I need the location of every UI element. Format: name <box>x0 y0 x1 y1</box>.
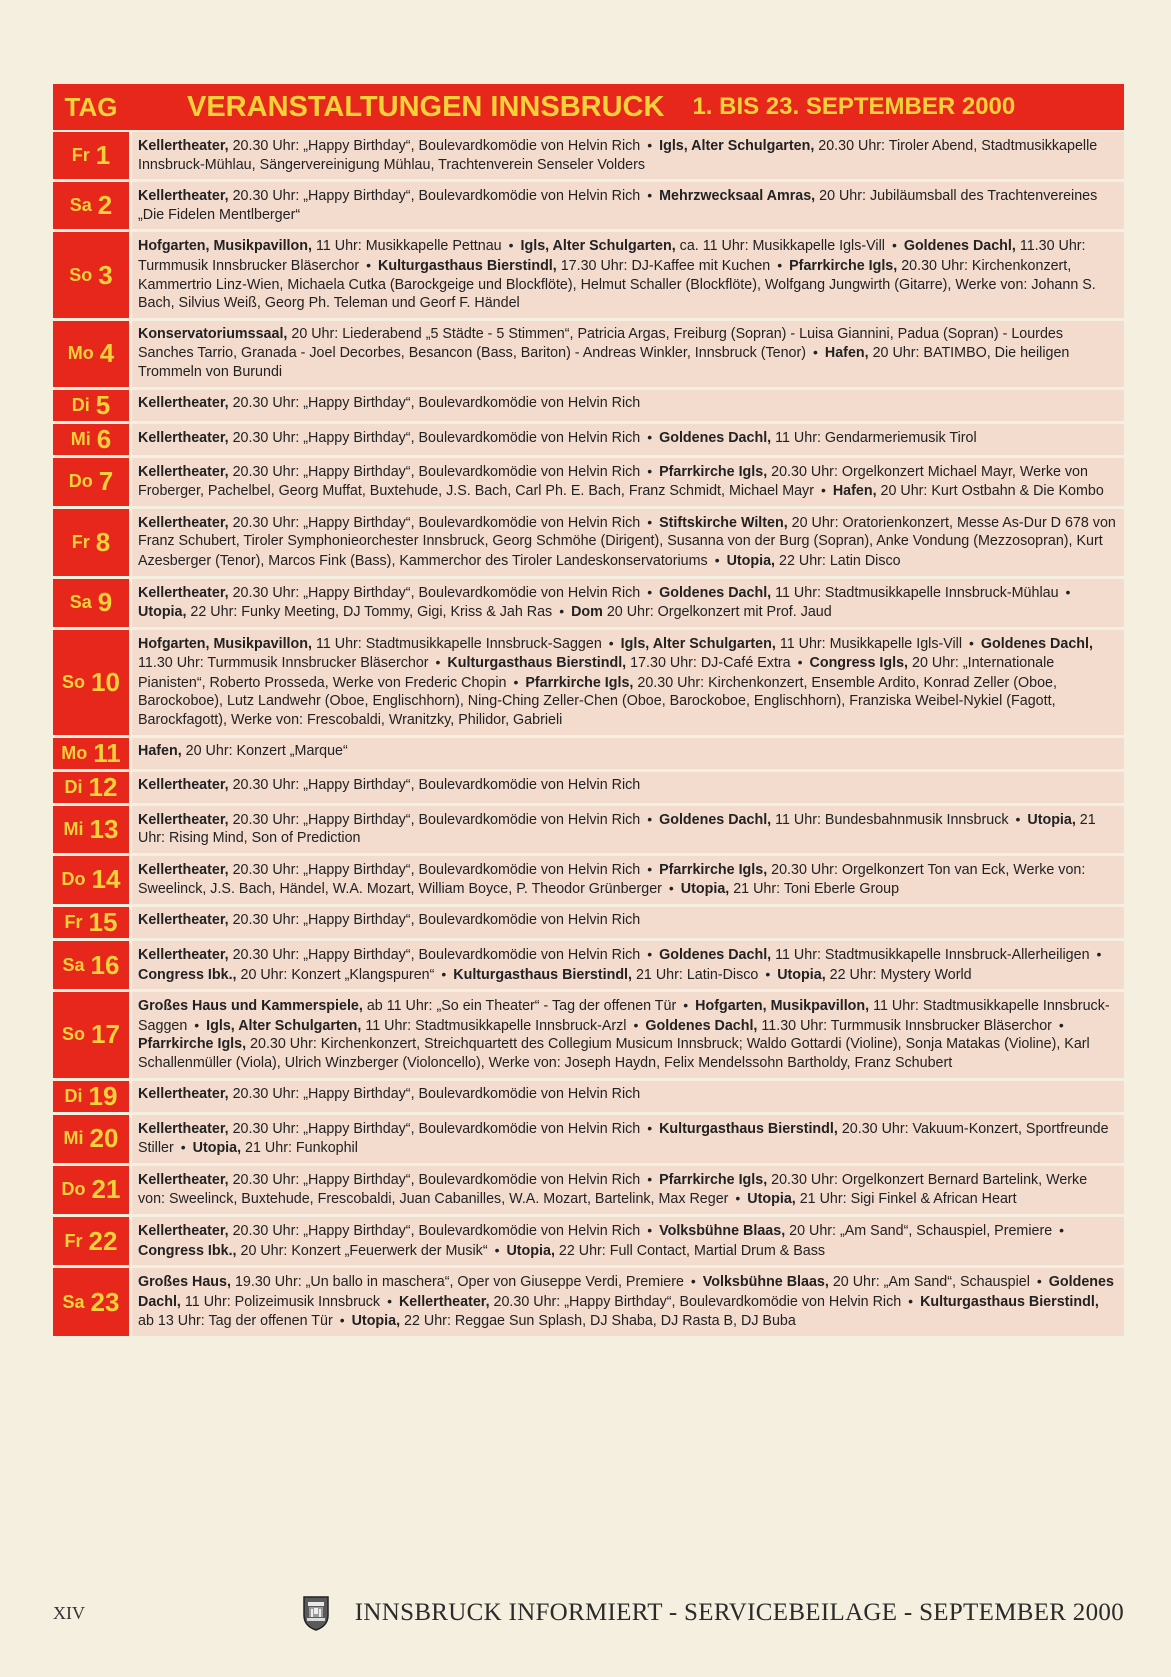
table-row <box>53 1115 1124 1163</box>
event-details: 20.30 Uhr: „Happy Birthday“, Boulevardkomödie von Helvin Rich <box>228 188 641 205</box>
weekday-label: So <box>69 264 93 285</box>
event-details: 11 Uhr: Stadtmusikkapelle Innsbruck-Mühlau <box>771 584 1059 601</box>
bullet-separator-icon: • <box>777 256 783 273</box>
bullet-separator-icon: • <box>647 1221 653 1238</box>
event-details: 21 Uhr: Rising Mind, Son of Prediction <box>138 811 1096 847</box>
bullet-separator-icon: • <box>714 551 720 568</box>
day-cell <box>53 458 129 506</box>
table-row <box>53 630 1124 735</box>
bullet-separator-icon: • <box>366 256 372 273</box>
bullet-separator-icon: • <box>820 482 826 499</box>
weekday-label: Fr <box>71 145 90 166</box>
table-row <box>53 941 1124 989</box>
event-venue: Hofgarten, Musikpavillon, <box>138 238 312 255</box>
event-details: ab 11 Uhr: „So ein Theater“ - Tag der offenen Tür <box>362 998 677 1015</box>
event-venue: Pfarrkirche Igls, <box>789 257 898 274</box>
weekday-label: Sa <box>69 195 92 216</box>
event-list <box>132 907 1124 938</box>
event-details: 20.30 Uhr: „Happy Birthday“, Boulevardkomödie von Helvin Rich <box>228 947 641 964</box>
event-venue: Goldenes Dachl, <box>645 1017 758 1034</box>
event-list <box>132 1268 1124 1336</box>
day-cell <box>53 992 129 1077</box>
table-row <box>53 458 1124 506</box>
event-details: 20.30 Uhr: „Happy Birthday“, Boulevardkomödie von Helvin Rich <box>228 1120 641 1137</box>
bullet-separator-icon: • <box>180 1139 186 1156</box>
event-list <box>132 630 1124 735</box>
day-cell <box>53 1166 129 1214</box>
day-cell <box>53 509 129 576</box>
event-venue: Pfarrkirche Igls, <box>659 861 768 878</box>
table-row <box>53 1081 1124 1112</box>
weekday-label: Mo <box>61 742 88 763</box>
footer <box>53 1593 1124 1637</box>
bullet-separator-icon: • <box>494 1241 500 1258</box>
table-row <box>53 806 1124 853</box>
weekday-label: Sa <box>62 1291 85 1312</box>
event-venue: Kellertheater, <box>138 1120 229 1137</box>
day-cell <box>53 772 129 803</box>
day-number: 6 <box>96 423 112 454</box>
day-number: 11 <box>93 737 121 768</box>
table-row <box>53 424 1124 455</box>
event-list <box>132 424 1124 455</box>
event-details: 20.30 Uhr: „Happy Birthday“, Boulevardkomödie von Helvin Rich <box>228 463 641 480</box>
event-venue: Utopia, <box>777 966 826 983</box>
day-cell <box>53 907 129 938</box>
event-details: 21 Uhr: Funkophil <box>241 1140 358 1157</box>
event-details: 17.30 Uhr: DJ-Kaffee mit Kuchen <box>556 257 771 274</box>
event-list <box>132 579 1124 627</box>
weekday-label: Fr <box>71 531 90 552</box>
event-list <box>132 232 1124 317</box>
event-details: 20 Uhr: BATIMBO, Die heiligen Trommeln von Burundi <box>138 345 1070 380</box>
day-number: 14 <box>91 864 121 895</box>
event-details: 20.30 Uhr: Kirchenkonzert, Ensemble Ardito, Konrad Zeller (Oboe, Barockoboe), Lutz Landwehr (Oboe, Englischhorn), Ning-Ching Zeller-Chen (Oboe, Barockoboe, Englischhorn), Franziska Weibel-Nykiel (Fagott, Barockfagott), Werke von: Frescobaldi, Wranitzky, Philidor, Gabrieli <box>138 674 1057 729</box>
event-details: 20 Uhr: Jubiläumsball des Trachtenvereines „Die Fidelen Mentlberger“ <box>138 188 1098 223</box>
day-number: 19 <box>88 1080 118 1111</box>
event-list <box>132 738 1124 769</box>
bullet-separator-icon: • <box>647 1170 653 1187</box>
weekday-label: Mi <box>70 428 91 449</box>
day-number: 1 <box>95 140 111 171</box>
event-details: 20 Uhr: Konzert „Klangspuren“ <box>236 966 435 983</box>
event-venue: Utopia, <box>680 881 730 898</box>
weekday-label: Sa <box>69 592 92 613</box>
event-list <box>132 458 1124 506</box>
event-venue: Kellertheater, <box>138 1222 229 1239</box>
event-venue: Goldenes Dachl, <box>659 429 772 446</box>
table-row <box>53 390 1124 421</box>
event-venue: Kellertheater, <box>138 584 229 601</box>
event-rows <box>53 132 1124 1336</box>
bullet-separator-icon: • <box>1036 1273 1042 1290</box>
bullet-separator-icon: • <box>683 997 689 1014</box>
event-venue: Congress Igls, <box>809 655 909 672</box>
event-venue: Goldenes Dachl, <box>659 584 772 601</box>
bullet-separator-icon: • <box>1096 946 1102 963</box>
event-venue: Kellertheater, <box>138 861 229 878</box>
day-number: 16 <box>90 949 120 980</box>
event-venue: Kellertheater, <box>138 947 229 964</box>
event-venue: Kellertheater, <box>138 463 229 480</box>
event-venue: Kellertheater, <box>138 1171 229 1188</box>
day-cell <box>53 806 129 853</box>
bullet-separator-icon: • <box>647 428 653 445</box>
day-cell <box>53 1115 129 1163</box>
weekday-label: Do <box>68 471 93 492</box>
header-tag-label: TAG <box>64 91 118 122</box>
event-list <box>132 1081 1124 1112</box>
event-details: 20.30 Uhr: „Happy Birthday“, Boulevardkomödie von Helvin Rich <box>228 584 641 601</box>
bullet-separator-icon: • <box>647 946 653 963</box>
event-list <box>132 992 1124 1077</box>
event-details: 20.30 Uhr: „Happy Birthday“, Boulevardkomödie von Helvin Rich <box>228 776 641 793</box>
event-venue: Großes Haus, <box>138 1274 231 1291</box>
bullet-separator-icon: • <box>969 634 974 651</box>
day-cell <box>53 390 129 421</box>
table-row <box>53 992 1124 1077</box>
day-cell <box>53 424 129 455</box>
table-row <box>53 738 1124 769</box>
event-venue: Kellertheater, <box>138 188 229 205</box>
event-details: 20 Uhr: „Am Sand“, Schauspiel, Premiere <box>785 1222 1053 1239</box>
event-venue: Hofgarten, Musikpavillon, <box>138 635 312 652</box>
event-details: 20.30 Uhr: Orgelkonzert Ton van Eck, Werke von: Sweelinck, J.S. Bach, Händel, W.A. Mozart, William Boyce, P. Theodor Grünberger <box>138 861 1086 898</box>
bullet-separator-icon: • <box>647 583 653 600</box>
innsbruck-crest-icon <box>302 1593 330 1636</box>
event-details: 22 Uhr: Mystery World <box>825 966 972 983</box>
event-details: 11 Uhr: Musikkapelle Igls-Vill <box>775 635 963 652</box>
event-venue: Stiftskirche Wilten, <box>659 514 788 531</box>
event-list <box>132 132 1124 179</box>
event-list <box>132 941 1124 989</box>
table-row <box>53 1268 1124 1336</box>
day-number: 4 <box>99 338 115 369</box>
table-row <box>53 132 1124 179</box>
day-number: 21 <box>91 1174 121 1205</box>
event-details: 20 Uhr: Konzert „Marque“ <box>181 742 348 759</box>
event-details: 20.30 Uhr: „Happy Birthday“, Boulevardkomödie von Helvin Rich <box>228 912 641 929</box>
event-venue: Mehrzwecksaal Amras, <box>659 188 816 205</box>
weekday-label: Mo <box>67 343 94 364</box>
day-cell <box>53 738 129 769</box>
bullet-separator-icon: • <box>647 462 653 479</box>
day-cell <box>53 321 129 387</box>
bullet-separator-icon: • <box>647 187 653 204</box>
event-details: 20.30 Uhr: „Happy Birthday“, Boulevardkomödie von Helvin Rich <box>489 1293 902 1310</box>
event-details: 20 Uhr: Oratorienkonzert, Messe As-Dur D 678 von Franz Schubert, Tiroler Symphonieorchester Innsbruck, Georg Schmöhe (Dirigent), Susanna von der Burg (Sopran), Anke Vondung (Mezzosopran), Kurt Azesberger (Tenor), Marcos Fink (Bass), Kammerchor des Tiroler Landeskonservatoriums <box>138 514 1116 569</box>
bullet-separator-icon: • <box>1015 810 1021 827</box>
weekday-label: Mi <box>63 818 84 839</box>
event-details: 11.30 Uhr: Turmmusik Innsbrucker Bläserchor <box>138 238 1086 274</box>
event-venue: Utopia, <box>138 604 187 621</box>
header-title: VERANSTALTUNGEN INNSBRUCK <box>187 90 665 123</box>
page-number: XIV <box>53 1603 85 1623</box>
event-details: 20 Uhr: „Internationale Pianisten“, Roberto Prosseda, Werke von Frederic Chopin <box>138 655 1055 691</box>
event-details: 20 Uhr: Konzert „Feuerwerk der Musik“ <box>236 1242 488 1259</box>
event-list <box>132 390 1124 421</box>
bullet-separator-icon: • <box>647 513 653 530</box>
bullet-separator-icon: • <box>647 1119 653 1136</box>
event-details: ca. 11 Uhr: Musikkapelle Igls-Vill <box>675 238 885 255</box>
day-cell <box>53 1268 129 1336</box>
bullet-separator-icon: • <box>1059 1221 1065 1238</box>
weekday-label: Di <box>64 776 83 797</box>
event-details: 20.30 Uhr: „Happy Birthday“, Boulevardkomödie von Helvin Rich <box>228 138 641 154</box>
table-row <box>53 772 1124 803</box>
day-number: 2 <box>97 190 113 221</box>
weekday-label: So <box>62 1024 86 1045</box>
event-list <box>132 1217 1124 1265</box>
day-number: 13 <box>89 813 119 844</box>
table-row <box>53 182 1124 229</box>
event-details: 11.30 Uhr: Turmmusik Innsbrucker Bläserchor <box>757 1017 1052 1034</box>
day-cell <box>53 182 129 229</box>
event-list <box>132 1115 1124 1163</box>
header-date-range: 1. BIS 23. SEPTEMBER 2000 <box>692 93 1016 120</box>
event-venue: Kellertheater, <box>398 1293 490 1310</box>
bullet-separator-icon: • <box>797 654 803 671</box>
bullet-separator-icon: • <box>908 1292 914 1309</box>
event-venue: Goldenes Dachl, <box>980 635 1093 652</box>
event-venue: Hafen, <box>138 742 182 759</box>
event-details: 20.30 Uhr: „Happy Birthday“, Boulevardkomödie von Helvin Rich <box>228 1171 641 1188</box>
table-row <box>53 856 1124 904</box>
weekday-label: Sa <box>62 954 85 975</box>
events-table <box>53 84 1124 1339</box>
footer-title: INNSBRUCK INFORMIERT - SERVICEBEILAGE - SEPTEMBER 2000 <box>354 1599 1124 1626</box>
event-details: 11 Uhr: Stadtmusikkapelle Innsbruck-Arzl <box>361 1017 627 1034</box>
event-details: 11 Uhr: Musikkapelle Pettnau <box>311 238 502 255</box>
bullet-separator-icon: • <box>513 673 519 690</box>
event-details: 11 Uhr: Stadtmusikkapelle Innsbruck-Allerheiligen <box>771 947 1090 964</box>
day-cell <box>53 941 129 989</box>
event-details: 20.30 Uhr: „Happy Birthday“, Boulevardkomödie von Helvin Rich <box>228 514 641 531</box>
day-number: 23 <box>90 1286 120 1317</box>
event-details: 22 Uhr: Reggae Sun Splash, DJ Shaba, DJ Rasta B, DJ Buba <box>400 1313 796 1330</box>
event-details: 20 Uhr: Kurt Ostbahn & Die Kombo <box>876 483 1104 500</box>
day-cell <box>53 579 129 627</box>
event-details: 21 Uhr: Sigi Finkel & African Heart <box>795 1191 1017 1208</box>
day-number: 10 <box>91 666 120 697</box>
event-details: 20.30 Uhr: Orgelkonzert Bernard Bartelink, Werke von: Sweelinck, Buxtehude, Frescobaldi, Juan Cabanilles, W.A. Mozart, Bartelink, Max Reger <box>138 1171 1088 1208</box>
event-venue: Kulturgasthaus Bierstindl, <box>447 655 627 672</box>
event-venue: Utopia, <box>506 1242 555 1259</box>
day-cell <box>53 1217 129 1265</box>
table-row <box>53 1217 1124 1265</box>
event-details: 11 Uhr: Stadtmusikkapelle Innsbruck-Saggen <box>138 998 1110 1034</box>
event-venue: Goldenes Dachl, <box>659 947 772 964</box>
bullet-separator-icon: • <box>813 344 818 361</box>
event-details: 22 Uhr: Funky Meeting, DJ Tommy, Gigi, Kriss & Jah Ras <box>186 604 553 621</box>
event-list <box>132 856 1124 904</box>
event-venue: Pfarrkirche Igls, <box>525 674 634 691</box>
event-details: 11 Uhr: Polizeimusik Innsbruck <box>180 1293 381 1310</box>
day-number: 7 <box>98 466 114 497</box>
event-venue: Kellertheater, <box>138 912 229 929</box>
event-list <box>132 321 1124 387</box>
day-cell <box>53 630 129 735</box>
event-list <box>132 182 1124 229</box>
event-venue: Congress Ibk., <box>138 966 237 983</box>
day-number: 9 <box>97 587 113 618</box>
event-venue: Utopia, <box>1027 811 1076 828</box>
bullet-separator-icon: • <box>441 965 447 982</box>
event-venue: Kellertheater, <box>138 811 229 828</box>
event-details: 20 Uhr: Liederabend „5 Städte - 5 Stimmen“, Patricia Argas, Freiburg (Sopran) - Luisa Giannini, Padua (Sopran) - Lourdes Sanches Tarrio, Granada - Joel Decorbes, Besancon (Bass, Bariton) - Andreas Winkler, Innsbruck (Tenor) <box>138 325 1063 362</box>
day-number: 5 <box>95 389 111 420</box>
event-details: 20.30 Uhr: Kirchenkonzert, Streichquartett des Collegium Musicum Innsbruck; Waldo Gottardi (Violine), Sonja Matakas (Violine), Karl Schallenmüller (Viola), Ulrich Winzberger (Violoncello), Werke von: Joseph Haydn, Felix Mendelssohn Bartholdy, Franz Schubert <box>138 1036 1090 1071</box>
event-details: 11.30 Uhr: Turmmusik Innsbrucker Bläserchor <box>138 655 429 672</box>
event-venue: Utopia, <box>192 1140 242 1157</box>
event-venue: Kulturgasthaus Bierstindl, <box>920 1293 1099 1310</box>
event-venue: Pfarrkirche Igls, <box>138 1036 247 1053</box>
event-details: 21 Uhr: Toni Eberle Group <box>729 881 900 898</box>
weekday-label: Mi <box>63 1128 84 1149</box>
event-details: 20.30 Uhr: Vakuum-Konzert, Sportfreunde Stiller <box>138 1120 1109 1157</box>
event-venue: Kellertheater, <box>138 1085 229 1102</box>
table-header <box>53 84 1124 130</box>
bullet-separator-icon: • <box>765 965 771 982</box>
event-venue: Goldenes Dachl, <box>903 238 1016 255</box>
table-row <box>53 232 1124 317</box>
event-venue: Igls, Alter Schulgarten, <box>659 138 815 154</box>
event-venue: Hafen, <box>832 483 877 500</box>
event-venue: Utopia, <box>351 1313 401 1330</box>
event-venue: Igls, Alter Schulgarten, <box>620 635 776 652</box>
event-venue: Utopia, <box>726 552 776 569</box>
event-details: 22 Uhr: Full Contact, Martial Drum & Bass <box>554 1242 826 1259</box>
event-details: 22 Uhr: Latin Disco <box>775 552 901 569</box>
event-details: 17.30 Uhr: DJ-Café Extra <box>626 655 791 672</box>
bullet-separator-icon: • <box>339 1312 345 1329</box>
event-details: 20.30 Uhr: „Happy Birthday“, Boulevardkomödie von Helvin Rich <box>228 861 641 878</box>
day-number: 22 <box>88 1225 118 1256</box>
table-row <box>53 321 1124 387</box>
bullet-separator-icon: • <box>508 237 514 254</box>
event-details: 11 Uhr: Stadtmusikkapelle Innsbruck-Saggen <box>311 635 602 652</box>
event-list <box>132 1166 1124 1214</box>
event-details: 11 Uhr: Bundesbahnmusik Innsbruck <box>771 811 1009 828</box>
day-number: 12 <box>88 771 118 802</box>
event-details: 20.30 Uhr: „Happy Birthday“, Boulevardkomödie von Helvin Rich <box>228 1222 641 1239</box>
day-number: 20 <box>89 1123 119 1154</box>
table-row <box>53 1166 1124 1214</box>
bullet-separator-icon: • <box>668 880 674 897</box>
event-venue: Pfarrkirche Igls, <box>659 1171 768 1188</box>
event-venue: Kellertheater, <box>138 394 229 411</box>
event-venue: Großes Haus und Kammerspiele, <box>138 998 363 1015</box>
bullet-separator-icon: • <box>735 1190 741 1207</box>
event-venue: Dom <box>571 604 603 621</box>
event-details: 20 Uhr: „Am Sand“, Schauspiel <box>828 1274 1030 1291</box>
bullet-separator-icon: • <box>608 634 614 651</box>
event-details: 20.30 Uhr: Tiroler Abend, Stadtmusikkapelle Innsbruck-Mühlau, Sängervereinigung Mühlau, Trachtenverein Senseler Volders <box>138 138 1098 173</box>
day-cell <box>53 232 129 317</box>
day-cell <box>53 856 129 904</box>
event-details: 20.30 Uhr: Orgelkonzert Michael Mayr, Werke von Froberger, Pachelbel, Georg Muffat, Buxtehude, J.S. Bach, Carl Ph. E. Bach, Franz Schmidt, Michael Mayr <box>138 463 1088 500</box>
event-venue: Kulturgasthaus Bierstindl, <box>378 257 557 274</box>
event-details: ab 13 Uhr: Tag der offenen Tür <box>138 1313 333 1330</box>
event-details: 20.30 Uhr: Kirchenkonzert, Kammertrio Linz-Wien, Michaela Cutka (Barockgeige und Blockflöte), Helmut Schaller (Blockflöte), Wolfgang Jungwirth (Gitarre), Werke von: Johann S. Bach, Silvius Weiß, Georg Ph. Teleman und Georf F. Händel <box>138 257 1096 312</box>
event-venue: Igls, Alter Schulgarten, <box>206 1017 362 1034</box>
bullet-separator-icon: • <box>387 1292 392 1309</box>
event-details: 20.30 Uhr: „Happy Birthday“, Boulevardkomödie von Helvin Rich <box>228 1085 641 1102</box>
event-details: 20.30 Uhr: „Happy Birthday“, Boulevardkomödie von Helvin Rich <box>228 429 641 446</box>
event-list <box>132 509 1124 576</box>
event-venue: Kellertheater, <box>138 514 229 531</box>
event-venue: Volksbühne Blaas, <box>702 1274 829 1291</box>
event-venue: Goldenes Dachl, <box>659 811 772 828</box>
event-details: 11 Uhr: Gendarmeriemusik Tirol <box>771 429 977 446</box>
event-venue: Utopia, <box>747 1191 796 1208</box>
bullet-separator-icon: • <box>690 1273 696 1290</box>
weekday-label: Do <box>61 1179 86 1200</box>
weekday-label: Fr <box>64 912 83 933</box>
table-row <box>53 509 1124 576</box>
bullet-separator-icon: • <box>647 137 653 153</box>
day-cell <box>53 1081 129 1112</box>
event-venue: Pfarrkirche Igls, <box>659 463 768 480</box>
event-venue: Kulturgasthaus Bierstindl, <box>453 966 632 983</box>
day-number: 17 <box>91 1019 120 1050</box>
event-venue: Hofgarten, Musikpavillon, <box>695 998 870 1015</box>
bullet-separator-icon: • <box>1065 583 1071 600</box>
event-venue: Kellertheater, <box>138 776 229 793</box>
event-details: 20.30 Uhr: „Happy Birthday“, Boulevardkomödie von Helvin Rich <box>228 394 641 411</box>
weekday-label: Di <box>64 1085 83 1106</box>
day-number: 8 <box>95 526 111 557</box>
weekday-label: So <box>62 671 86 692</box>
event-details: 20.30 Uhr: „Happy Birthday“, Boulevardkomödie von Helvin Rich <box>228 811 641 828</box>
weekday-label: Do <box>61 869 86 890</box>
event-list <box>132 772 1124 803</box>
weekday-label: Di <box>71 394 90 415</box>
event-details: 20 Uhr: Orgelkonzert mit Prof. Jaud <box>602 604 832 621</box>
table-row <box>53 907 1124 938</box>
bullet-separator-icon: • <box>633 1016 639 1033</box>
event-venue: Hafen, <box>824 345 869 362</box>
event-venue: Kulturgasthaus Bierstindl, <box>659 1120 838 1137</box>
event-venue: Konservatoriumssaal, <box>138 325 288 342</box>
event-venue: Congress Ibk., <box>138 1242 237 1259</box>
event-venue: Kellertheater, <box>138 429 229 446</box>
table-row <box>53 579 1124 627</box>
event-venue: Igls, Alter Schulgarten, <box>520 238 676 255</box>
event-venue: Volksbühne Blaas, <box>659 1222 786 1239</box>
event-venue: Kellertheater, <box>138 138 229 154</box>
bullet-separator-icon: • <box>194 1016 200 1033</box>
day-number: 15 <box>88 907 118 938</box>
event-details: 21 Uhr: Latin-Disco <box>632 966 759 983</box>
weekday-label: Fr <box>64 1230 83 1251</box>
bullet-separator-icon: • <box>435 654 441 671</box>
event-details: 19.30 Uhr: „Un ballo in maschera“, Oper von Giuseppe Verdi, Premiere <box>230 1274 684 1291</box>
day-cell <box>53 132 129 179</box>
event-venue: Goldenes Dachl, <box>138 1274 1114 1310</box>
bullet-separator-icon: • <box>647 860 653 877</box>
bullet-separator-icon: • <box>647 810 653 827</box>
bullet-separator-icon: • <box>891 237 897 254</box>
bullet-separator-icon: • <box>1058 1016 1064 1033</box>
event-list <box>132 806 1124 853</box>
bullet-separator-icon: • <box>559 603 565 620</box>
day-number: 3 <box>98 259 113 290</box>
